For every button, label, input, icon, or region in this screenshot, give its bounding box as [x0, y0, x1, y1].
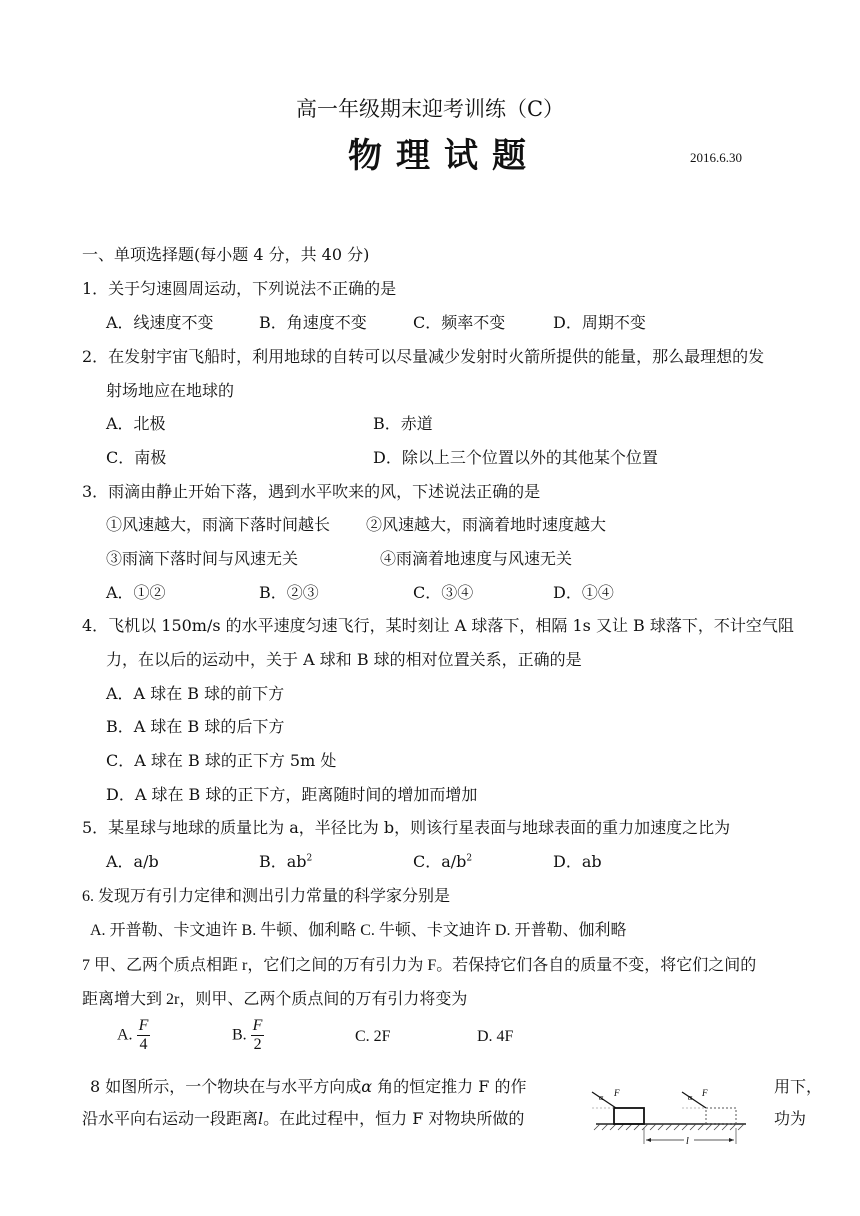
option-c: C. 2F	[355, 1028, 391, 1045]
question-stem: 2．在发射宇宙飞船时，利用地球的自转可以尽量减少发射时火箭所提供的能量，那么最理想的发	[82, 347, 765, 366]
exam-date: 2016.6.30	[690, 150, 742, 165]
fraction-numerator: F	[252, 1017, 263, 1034]
option-a: A．线速度不变	[106, 313, 214, 332]
distance-label: l	[686, 1136, 689, 1147]
exam-subject: 物理试题	[348, 136, 540, 176]
ground-hatching	[594, 1124, 744, 1130]
block-force-diagram	[578, 1068, 748, 1150]
option-b	[259, 849, 312, 872]
option-a: A．①②	[106, 583, 166, 602]
stem-text: 角的恒定推力 F 的作	[372, 1077, 527, 1096]
statement-2: ②风速越大，雨滴着地时速度越大	[366, 515, 607, 534]
option-d: D．A 球在 B 球的正下方，距离随时间的增加而增加	[106, 785, 478, 804]
question-stem: 4．飞机以 150m/s 的水平速度匀速飞行，某时刻让 A 球落下，相隔 1s 又让 B 球落下，不计空气阻	[82, 616, 794, 635]
option-b: B．②③	[259, 583, 319, 602]
statement-4: ④雨滴着地速度与风速无关	[380, 549, 573, 568]
stem-text: 8 如图所示，一个物块在与水平方向成	[90, 1077, 362, 1096]
statement-1: ①风速越大，雨滴下落时间越长	[106, 515, 331, 534]
angle-label-1: α	[599, 1093, 604, 1102]
force-arrow-1	[592, 1092, 616, 1108]
question-stem-continued: 距离增大到 2r，则甲、乙两个质点间的万有引力将变为	[82, 991, 468, 1008]
fraction-denominator: 2	[253, 1036, 262, 1053]
options-line: A. 开普勒、卡文迪许 B. 牛顿、伽利略 C. 牛顿、卡文迪许 D. 开普勒、伽利略	[90, 922, 627, 939]
option-c: C．A 球在 B 球的正下方 5m 处	[106, 751, 337, 770]
fraction-f-over-2	[251, 1017, 265, 1054]
option-b-exponent: 2	[306, 853, 313, 864]
option-a	[117, 1017, 150, 1054]
option-d: D．周期不变	[553, 313, 646, 332]
question-stem: 5．某星球与地球的质量比为 a，半径比为 b，则该行星表面与地球表面的重力加速度之比为	[82, 818, 731, 837]
option-d: D．除以上三个位置以外的其他某个位置	[373, 448, 658, 467]
option-b: B．角速度不变	[259, 313, 367, 332]
question-stem-part1	[90, 1074, 526, 1097]
question-stem-part2	[82, 1106, 524, 1129]
stem-text: 沿水平向右运动一段距离	[82, 1109, 259, 1128]
exam-title: 高一年级期末迎考训练（C）	[295, 97, 565, 121]
option-b: B．赤道	[373, 414, 433, 433]
question-stem: 3．雨滴由静止开始下落，遇到水平吹来的风，下述说法正确的是	[82, 482, 541, 501]
force-label-1: F	[614, 1088, 620, 1098]
option-b	[232, 1017, 264, 1054]
distance-arrowhead-right	[729, 1138, 734, 1142]
option-c: C．③④	[413, 583, 474, 602]
option-b-base: B．ab	[259, 852, 307, 871]
alpha-symbol: α	[361, 1077, 373, 1096]
option-c	[413, 849, 472, 872]
option-d: D．①④	[553, 583, 614, 602]
option-c-exponent: 2	[466, 853, 473, 864]
fraction-numerator: F	[138, 1017, 149, 1034]
stem-text: 。在此过程中，恒力 F 对物块所做的	[263, 1109, 525, 1128]
force-label-2: F	[702, 1088, 708, 1098]
section-heading: 一、单项选择题(每小题 4 分，共 40 分)	[82, 245, 370, 264]
option-a: A．北极	[106, 414, 166, 433]
option-a-label: A.	[117, 1026, 133, 1044]
option-b: B．A 球在 B 球的后下方	[106, 717, 285, 736]
option-d: D. 4F	[477, 1028, 514, 1045]
option-a: A．A 球在 B 球的前下方	[106, 684, 285, 703]
question-stem: 1．关于匀速圆周运动，下列说法不正确的是	[82, 279, 397, 298]
question-stem-continued: 射场地应在地球的	[106, 381, 235, 400]
question-stem: 7 甲、乙两个质点相距 r，它们之间的万有引力为 F。若保持它们各自的质量不变，将它们之间的	[82, 957, 757, 974]
option-c: C．频率不变	[413, 313, 506, 332]
question-stem-right-2: 功为	[774, 1109, 807, 1128]
option-c: C．南极	[106, 448, 167, 467]
block-initial	[614, 1108, 644, 1124]
angle-label-2: α	[688, 1093, 693, 1102]
option-b-label: B.	[232, 1026, 247, 1044]
question-stem: 6. 发现万有引力定律和测出引力常量的科学家分别是	[82, 888, 451, 905]
statement-3: ③雨滴下落时间与风速无关	[106, 549, 299, 568]
fraction-denominator: 4	[139, 1036, 148, 1053]
option-c-base: C．a/b	[413, 852, 467, 871]
option-a: A．a/b	[106, 852, 159, 871]
fraction-f-over-4	[137, 1017, 151, 1054]
option-d: D．ab	[553, 852, 602, 871]
distance-symbol: l	[258, 1109, 264, 1128]
question-stem-continued: 力，在以后的运动中，关于 A 球和 B 球的相对位置关系，正确的是	[106, 650, 582, 669]
question-stem-right: 用下，	[774, 1077, 823, 1096]
block-final	[706, 1108, 736, 1124]
distance-arrowhead-left	[646, 1138, 651, 1142]
